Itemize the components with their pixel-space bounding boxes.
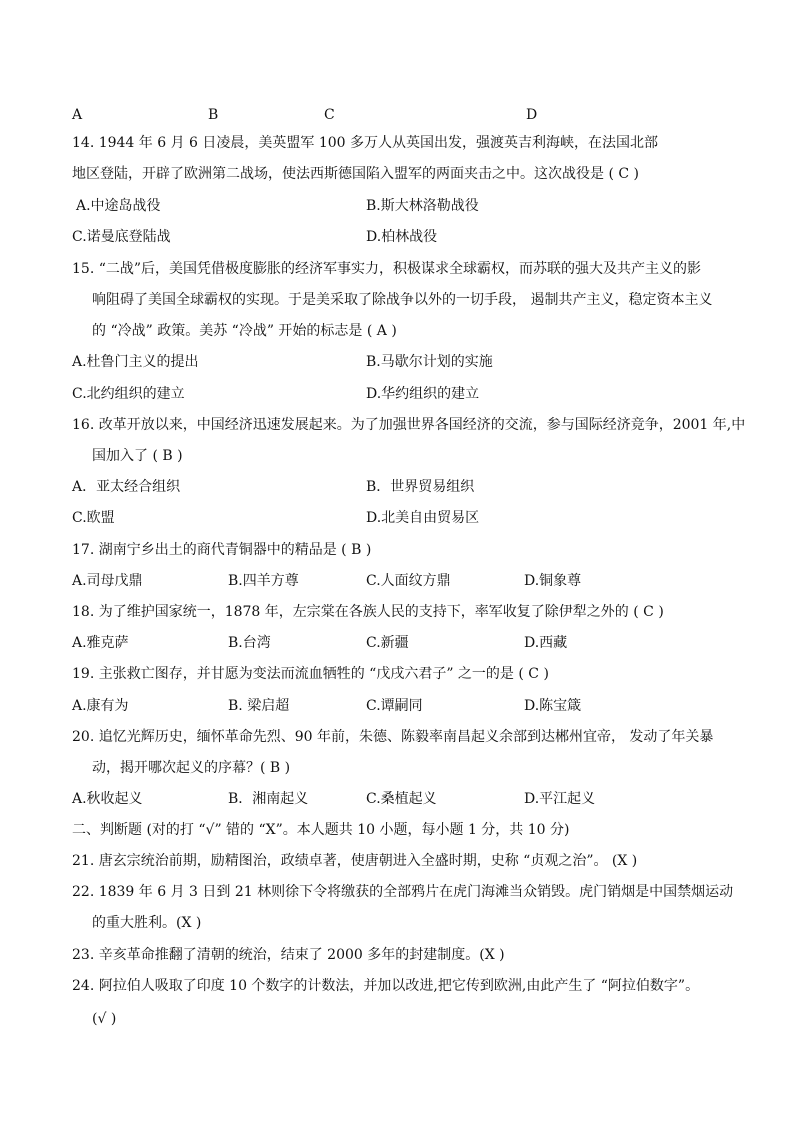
q17-option-c: C.人面纹方鼎 xyxy=(366,573,451,589)
q20-options xyxy=(72,789,754,809)
q16-option-a: A．亚太经合组织 xyxy=(72,479,181,495)
q14-options xyxy=(72,196,754,216)
q24-line-2: (√ ) xyxy=(92,1011,117,1027)
q18-line-1: 18. 为了维护国家统一，1878 年，左宗棠在各族人民的支持下，率军收复了除伊犁之外的 ( C ) xyxy=(72,604,664,620)
q16-options-2 xyxy=(72,508,754,528)
q22-line-2: 的重大胜利。(X ) xyxy=(92,915,202,931)
q16-options xyxy=(72,477,754,497)
q16-option-d: D.北美自由贸易区 xyxy=(366,510,480,526)
q13-options-row xyxy=(72,105,754,125)
q20-line-1: 20. 追忆光辉历史，缅怀革命先烈、90 年前，朱德、陈毅率南昌起义余部到达郴州宜帝， 发动了年关暴 xyxy=(72,729,714,745)
q17-option-a: A.司母戊鼎 xyxy=(72,573,143,589)
q17-option-b: B.四羊方尊 xyxy=(228,573,299,589)
q23-line: 23. 辛亥革命推翻了清朝的统治，结束了 2000 多年的封建制度。(X ) xyxy=(72,947,505,963)
q15-option-b: B.马歇尔计划的实施 xyxy=(366,354,493,370)
q17-line-1: 17. 湖南宁乡出土的商代青铜器中的精品是 ( B ) xyxy=(72,542,372,558)
q14-line-2: 地区登陆，开辟了欧洲第二战场，使法西斯德国陷入盟军的两面夹击之中。这次战役是 ( C ) xyxy=(72,166,639,182)
q19-line-1: 19. 主张救亡图存，并甘愿为变法而流血牺牲的 “戊戌六君子” 之一的是 ( C ) xyxy=(72,666,549,682)
q14-option-c: C.诺曼底登陆战 xyxy=(72,229,171,245)
q13-option-a: A xyxy=(72,107,83,123)
q19-option-a: A.康有为 xyxy=(72,698,129,714)
q21-line: 21. 唐玄宗统治前期，励精图治，政绩卓著，使唐朝进入全盛时期，史称 “贞观之治”。 (X ) xyxy=(72,853,638,869)
q19-option-c: C.谭嗣同 xyxy=(366,698,423,714)
q19-option-d: D.陈宝箴 xyxy=(524,698,582,714)
q15-options xyxy=(72,352,754,372)
q15-options-2 xyxy=(72,384,754,404)
q19-option-b: B. 梁启超 xyxy=(228,698,290,714)
q17-options xyxy=(72,571,754,591)
q13-option-b: B xyxy=(208,107,219,123)
q20-option-a: A.秋收起义 xyxy=(72,791,143,807)
q20-option-b: B．湘南起义 xyxy=(228,791,309,807)
q15-line-3: 的 “冷战” 政策。美苏 “冷战” 开始的标志是 ( A ) xyxy=(92,323,397,339)
q16-option-b: B．世界贸易组织 xyxy=(366,479,475,495)
q15-line-2: 响阻碍了美国全球霸权的实现。于是美采取了除战争以外的一切手段， 遏制共产主义，稳定资本主义 xyxy=(92,292,713,308)
q18-option-d: D.西藏 xyxy=(524,635,568,651)
q20-option-c: C.桑植起义 xyxy=(366,791,437,807)
q16-line-2: 国加入了 ( B ) xyxy=(92,448,183,464)
q13-option-d: D xyxy=(526,107,538,123)
q15-option-c: C.北约组织的建立 xyxy=(72,386,185,402)
q14-options-2 xyxy=(72,227,754,247)
q14-line-1: 14. 1944 年 6 月 6 日凌晨，美英盟军 100 多万人从英国出发，强渡英吉利海峡，在法国北部 xyxy=(72,135,659,151)
q24-line-1: 24. 阿拉伯人吸取了印度 10 个数字的计数法，并加以改进,把它传到欧洲,由此产生了 “阿拉伯数字”。 xyxy=(72,978,700,994)
q15-option-a: A.杜鲁门主义的提出 xyxy=(72,354,199,370)
q14-option-d: D.柏林战役 xyxy=(366,229,438,245)
q14-option-b: B.斯大林洛勒战役 xyxy=(366,198,479,214)
section-2-heading: 二、判断题 (对的打 “√” 错的 “X”。本人题共 10 小题，每小题 1 分，共 10 分) xyxy=(72,822,570,838)
q14-option-a: A.中途岛战役 xyxy=(76,198,161,214)
q18-option-a: A.雅克萨 xyxy=(72,635,129,651)
q13-option-c: C xyxy=(324,107,335,123)
q16-option-c: C.欧盟 xyxy=(72,510,115,526)
q16-line-1: 16. 改革开放以来，中国经济迅速发展起来。为了加强世界各国经济的交流，参与国际经济竞争，2001 年,中 xyxy=(72,417,746,433)
q22-line-1: 22. 1839 年 6 月 3 日到 21 林则徐下令将缴获的全部鸦片在虎门海滩当众销毁。虎门销烟是中国禁烟运动 xyxy=(72,884,734,900)
q19-options xyxy=(72,696,754,716)
q18-options xyxy=(72,633,754,653)
q15-option-d: D.华约组织的建立 xyxy=(366,386,480,402)
q18-option-b: B.台湾 xyxy=(228,635,271,651)
q20-line-2: 动，揭开哪次起义的序幕？( B ) xyxy=(92,760,291,776)
q20-option-d: D.平江起义 xyxy=(524,791,596,807)
q18-option-c: C.新疆 xyxy=(366,635,409,651)
q17-option-d: D.铜象尊 xyxy=(524,573,582,589)
q15-line-1: 15. “二战”后，美国凭借极度膨胀的经济军事实力，积极谋求全球霸权，而苏联的强大及共产主义的影 xyxy=(72,261,702,277)
